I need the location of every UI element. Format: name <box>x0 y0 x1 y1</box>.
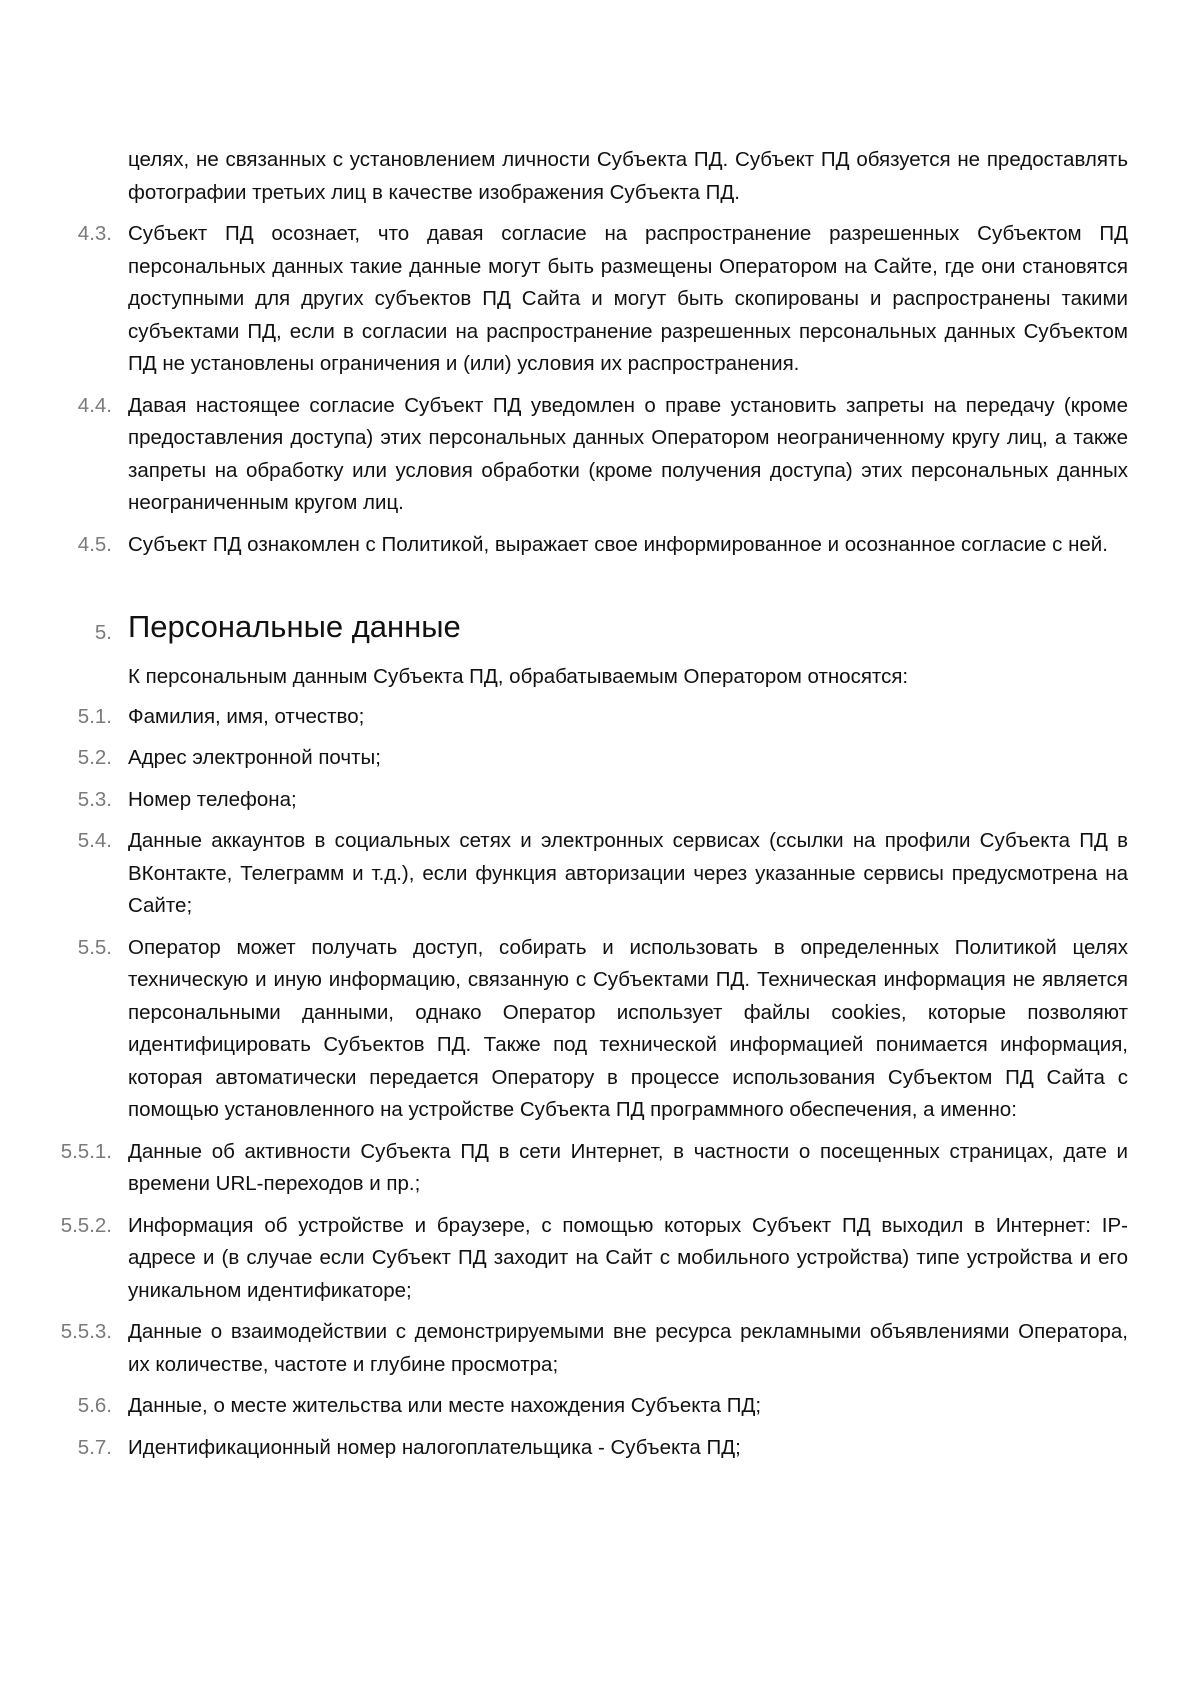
item-number: 4.5. <box>77 532 112 556</box>
item-text: Номер телефона; <box>128 787 297 811</box>
item-text: Оператор может получать доступ, собирать и использовать в определенных Политикой целях техническую и иную информацию, связанную с Субъектами ПД. Техническая информация не является персональными данными, однако Оператор использует файлы cookies, которые позволяют идентифицировать Субъектов ПД. Также под технической информацией понимается информация, которая автоматически передается Оператору в процессе использования Субъектом ПД Сайта с помощью установленного на устройстве Субъекта ПД программного обеспечения, а именно: <box>128 935 1128 1121</box>
list-item-5-5-1 <box>0 1136 1128 1201</box>
list-item-4-4 <box>0 390 1128 520</box>
item-number: 4.3. <box>77 222 112 245</box>
item-text: Данные, о месте жительства или месте нахождения Субъекта ПД; <box>128 1394 762 1417</box>
item-text: Адрес электронной почты; <box>128 746 381 769</box>
item-number: 4.4. <box>77 393 112 417</box>
list-item-4-5 <box>0 529 1128 562</box>
item-text: Субъект ПД осознает, что давая согласие на распространение разрешенных Субъектом ПД персональных данных такие данные могут быть размещены Оператором на Сайте, где они становятся доступными для других субъектов ПД Сайта и могут быть скопированы и распространены такими субъектами ПД, если в согласии на распространение разрешенных персональных данных Субъектом ПД не установлены ограничения и (или) условия их распространения. <box>128 222 1128 375</box>
item-text: Данные аккаунтов в социальных сетях и электронных сервисах (ссылки на профили Субъекта ПД в ВКонтакте, Телеграмм и т.д.), если функция авторизации через указанные сервисы предусмотрена на Сайте; <box>128 829 1128 917</box>
item-number: 5.7. <box>77 1435 112 1459</box>
item-number: 5.5.1. <box>60 1139 112 1163</box>
item-number: 5.5. <box>77 935 112 959</box>
item-number: 5.5.2. <box>60 1213 112 1237</box>
item-text: Субъект ПД ознакомлен с Политикой, выражает свое информированное и осознанное согласие с ней. <box>128 532 1108 556</box>
section-intro: К персональным данным Субъекта ПД, обрабатываемым Оператором относятся: <box>128 665 909 688</box>
section-title: Персональные данные <box>128 609 461 644</box>
section-heading <box>0 607 1200 647</box>
item-text: Фамилия, имя, отчество; <box>128 704 365 728</box>
item-text: Данные об активности Субъекта ПД в сети Интернет, в частности о посещенных страницах, дате и времени URL-переходов и пр.; <box>128 1139 1128 1195</box>
list-item-5-5-2 <box>0 1210 1128 1308</box>
item-number: 5.4. <box>77 829 112 852</box>
item-number: 5.1. <box>77 704 112 728</box>
continuation-paragraph: целях, не связанных с установлением личности Субъекта ПД. Субъект ПД обязуется не предоставлять фотографии третьих лиц в качестве изображения Субъекта ПД. <box>128 148 1128 204</box>
list-item-5-1 <box>0 701 1128 734</box>
item-number: 5.6. <box>77 1394 112 1417</box>
item-text: Давая настоящее согласие Субъект ПД уведомлен о праве установить запреты на передачу (кроме предоставления доступа) этих персональных данных Оператором неограниченному кругу лиц, а также запреты на обработку или условия обработки (кроме получения доступа) этих персональных данных неограниченным кругом лиц. <box>128 393 1128 514</box>
list-item-5-3 <box>0 784 1128 817</box>
list-item-5-2 <box>0 742 1128 775</box>
document-page <box>0 144 1200 1473</box>
item-text: Идентификационный номер налогоплательщика - Субъекта ПД; <box>128 1435 741 1459</box>
item-text: Информация об устройстве и браузере, с помощью которых Субъект ПД выходил в Интернет: IP-адресе и (в случае если Субъект ПД заходит на Сайт с мобильного устройства) типе устройства и его уникальном идентификаторе; <box>128 1213 1128 1302</box>
list-item-5-4 <box>0 825 1128 923</box>
item-number: 5.5.3. <box>60 1320 112 1343</box>
list-item-5-5 <box>0 932 1128 1127</box>
item-text: Данные о взаимодействии с демонстрируемыми вне ресурса рекламными объявлениями Оператора, их количестве, частоте и глубине просмотра; <box>128 1320 1128 1376</box>
list-item-4-3 <box>0 218 1128 381</box>
list-item-5-7 <box>0 1432 1128 1465</box>
list-item-5-6 <box>0 1390 1128 1423</box>
list-item-5-5-3 <box>0 1316 1128 1381</box>
item-number: 5.3. <box>77 787 112 811</box>
item-number: 5.2. <box>77 746 112 769</box>
section-number: 5. <box>94 621 112 644</box>
